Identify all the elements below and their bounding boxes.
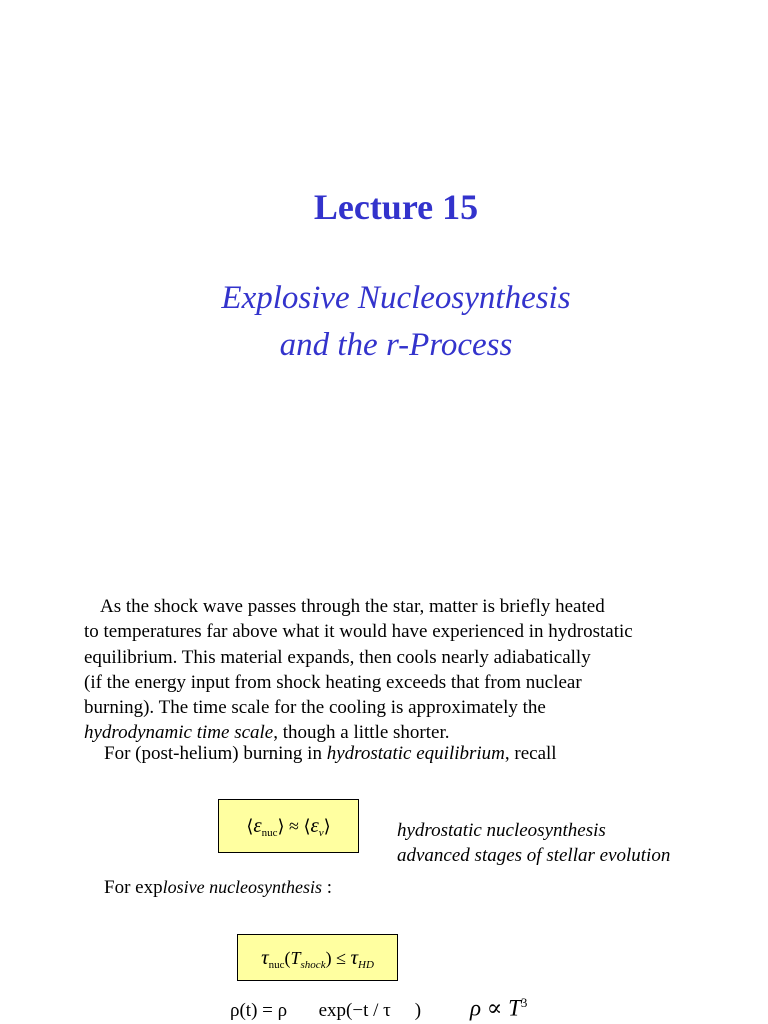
paragraph-line-tail: , though a little shorter. (273, 722, 450, 744)
right-angle-bracket: ⟩ (323, 816, 331, 836)
recall-suffix: , recall (504, 743, 557, 764)
right-angle-bracket: ⟩ (277, 816, 285, 836)
explosive-nucleosynthesis-term: losive nucleosynthesis (162, 877, 323, 897)
epsilon-symbol: ε (310, 813, 319, 837)
paragraph-line: (if the energy input from shock heating exceeds that from nuclear (84, 671, 582, 693)
equation-energy-balance-box (218, 799, 359, 853)
hd-subscript: HD (358, 958, 374, 971)
density-lhs: ρ(t) = ρ (230, 1000, 288, 1021)
leq-symbol: ≤ (336, 947, 346, 968)
shock-subscript: shock (300, 958, 326, 971)
paragraph-line: equilibrium. This material expands, then cools nearly adiabatically (84, 646, 591, 668)
equation-density-temperature (470, 995, 527, 1022)
subtitle-line-2: and the r-Process (279, 327, 513, 363)
hydrodynamic-time-scale-term: hydrodynamic time scale (84, 722, 274, 744)
nuc-subscript: nuc (261, 827, 278, 839)
equation-timescale: $\tau_{nuc}(T_{shock}) \le \tau_{HD}$ (261, 944, 374, 971)
equation-timescale-box (237, 934, 398, 981)
explosive-sentence (104, 877, 332, 899)
temperature-symbol: T (290, 947, 301, 968)
approx-symbol: ≈ (289, 816, 299, 836)
density-rhs: exp(−t / τ (318, 1000, 391, 1021)
equation-density-decay (230, 1000, 421, 1022)
density-proportional: ρ ∝ T (470, 995, 521, 1021)
paragraph-line (84, 720, 724, 745)
left-angle-bracket: ⟨ (246, 816, 254, 836)
intro-paragraph (84, 594, 724, 746)
subtitle-line-1: Explosive Nucleosynthesis (221, 280, 571, 316)
left-angle-bracket: ⟨ (303, 816, 311, 836)
paragraph-line: to temperatures far above what it would have experienced in hydrostatic (84, 621, 633, 643)
paragraph-line: burning). The time scale for the cooling is approximately the (84, 697, 546, 719)
explosive-suffix: : (322, 877, 333, 898)
hydrostatic-equilibrium-term: hydrostatic equilibrium (326, 743, 505, 764)
note-advanced-stages: advanced stages of stellar evolution (397, 845, 671, 866)
explosive-prefix: For exp (104, 877, 163, 898)
recall-prefix: For (post-helium) burning in (104, 743, 327, 764)
density-close: ) (414, 1000, 422, 1021)
equation-energy-balance (246, 813, 330, 839)
tau-symbol: τ (350, 944, 358, 969)
lecture-title: Lecture 15 (313, 187, 479, 227)
note-hydrostatic-nucleosynthesis: hydrostatic nucleosynthesis (397, 820, 606, 841)
cubed-exponent: 3 (520, 995, 528, 1010)
nuc-subscript: nuc (268, 958, 285, 971)
tau-symbol: τ (261, 944, 269, 969)
recall-sentence (104, 743, 557, 765)
epsilon-symbol: ε (253, 813, 262, 837)
paragraph-line: As the shock wave passes through the star, matter is briefly heated (100, 596, 605, 617)
nu-subscript: ν (318, 827, 324, 839)
